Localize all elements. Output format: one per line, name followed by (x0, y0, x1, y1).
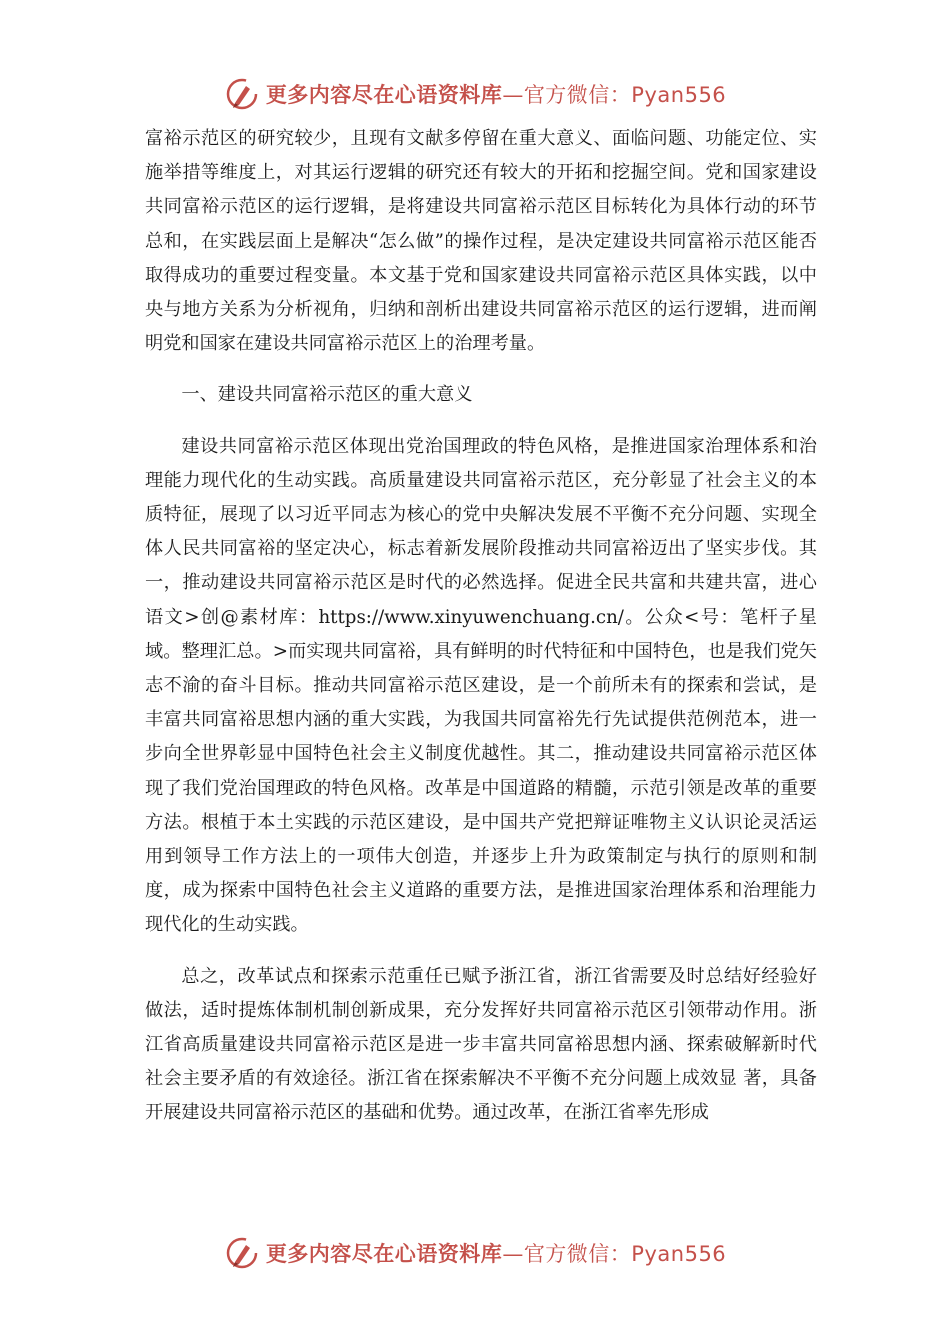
footer-wechat: —官方微信：Pyan556 (502, 1242, 727, 1266)
paragraph-significance: 建设共同富裕示范区体现出党治国理政的特色风格，是推进国家治理体系和治理能力现代化的生动实践。高质量建设共同富裕示范区，充分彰显了社会主义的本质特征，展现了以习近平同志为核心的党中央解决发展不平衡不充分问题、实现全体人民共同富裕的坚定决心，标志着新发展阶段推动共同富裕迈出了坚实步伐。其一，推动建设共同富裕示范区是时代的必然选择。促进全民共富和共建共富，进心语文>创@素材库：https://www.xinyuwenchuang.cn/。公众<号：笔杆子星域。整理汇总。>而实现共同富裕，具有鲜明的时代特征和中国特色，也是我们党矢志不渝的奋斗目标。推动共同富裕示范区建设，是一个前所未有的探索和尝试，是丰富共同富裕思想内涵的重大实践，为我国共同富裕先行先试提供范例范本，进一步向全世界彰显中国特色社会主义制度优越性。其二，推动建设共同富裕示范区体现了我们党治国理政的特色风格。改革是中国道路的精髓，示范引领是改革的重要方法。根植于本土实践的示范区建设，是中国共产党把辩证唯物主义认识论灵活运用到领导工作方法上的一项伟大创造，并逐步上升为政策制定与执行的原则和制度，成为探索中国特色社会主义道路的重要方法，是推进国家治理体系和治理能力现代化的生动实践。 (145, 435, 817, 936)
section-heading: 一、建设共同富裕示范区的重大意义 (181, 384, 473, 406)
pen-circle-logo-icon (224, 1235, 260, 1271)
header-slogan: 更多内容尽在心语资料库—官方微信：Pyan556 (265, 83, 727, 107)
footer-slogan: 更多内容尽在心语资料库—官方微信：Pyan556 (265, 1242, 727, 1266)
pen-circle-logo-icon (224, 76, 260, 112)
header-banner (0, 72, 950, 116)
footer-banner (0, 1231, 950, 1275)
header-wechat: —官方微信：Pyan556 (502, 83, 727, 107)
paragraph-summary: 总之，改革试点和探索示范重任已赋予浙江省，浙江省需要及时总结好经验好做法，适时提炼体制机制创新成果，充分发挥好共同富裕示范区引领带动作用。浙江省高质量建设共同富裕示范区是进一步丰富共同富裕思想内涵、探索破解新时代社会主要矛盾的有效途径。浙江省在探索解决不平衡不充分问题上成效显 著，具备开展建设共同富裕示范区的基础和优势。通过改革，在浙江省率先形成 (145, 965, 817, 1124)
document-body (145, 122, 817, 1131)
paragraph-intro: 富裕示范区的研究较少，且现有文献多停留在重大意义、面临问题、功能定位、实施举措等维度上，对其运行逻辑的研究还有较大的开拓和挖掘空间。党和国家建设共同富裕示范区的运行逻辑，是将建设共同富裕示范区目标转化为具体行动的环节总和，在实践层面上是解决“怎么做”的操作过程，是决定建设共同富裕示范区能否取得成功的重要过程变量。本文基于党和国家建设共同富裕示范区具体实践，以中央与地方关系为分析视角，归纳和剖析出建设共同富裕示范区的运行逻辑，进而阐明党和国家在建设共同富裕示范区上的治理考量。 (145, 128, 817, 355)
